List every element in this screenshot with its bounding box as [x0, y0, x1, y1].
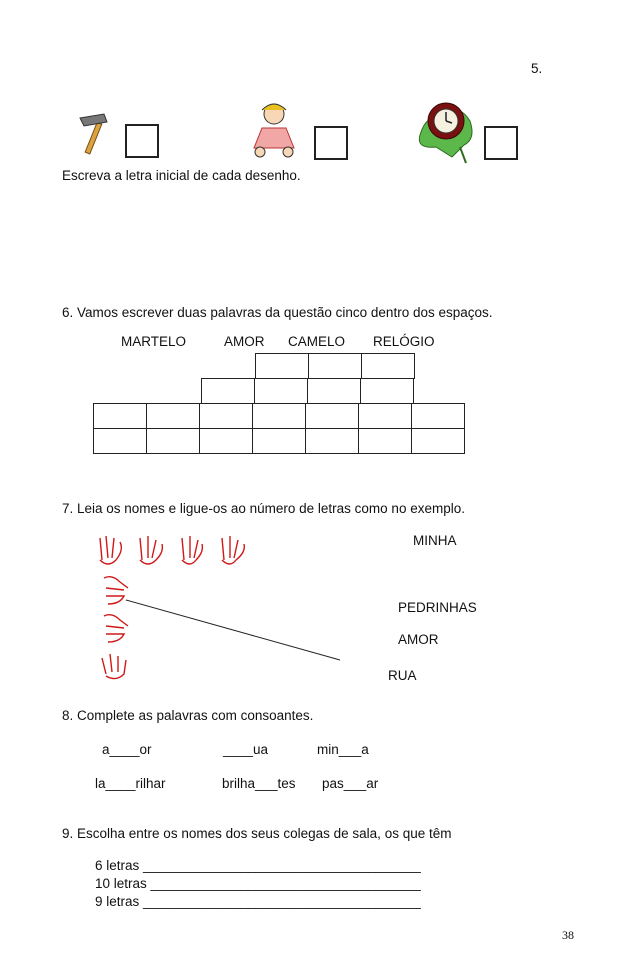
- hand-icon-five: [100, 536, 244, 564]
- grid-cell[interactable]: [361, 353, 415, 379]
- q6-prompt: 6. Vamos escrever duas palavras da questão cinco dentro dos espaços.: [62, 305, 493, 320]
- q5-instruction: Escreva a letra inicial de cada desenho.: [62, 168, 301, 183]
- word-blank[interactable]: la____rilhar: [95, 776, 166, 791]
- grid-cell[interactable]: [358, 428, 412, 454]
- word-blank[interactable]: brilha___tes: [222, 776, 296, 791]
- word-blank[interactable]: a____or: [102, 742, 152, 757]
- answer-box-2[interactable]: [314, 126, 348, 160]
- name-pedrinhas: PEDRINHAS: [398, 600, 477, 615]
- word-blank[interactable]: min___a: [317, 742, 369, 757]
- grid-cell[interactable]: [305, 403, 359, 429]
- grid-cell[interactable]: [358, 403, 412, 429]
- name-minha: MINHA: [413, 533, 457, 548]
- grid-row-2: [201, 378, 413, 404]
- word-blank[interactable]: pas___ar: [322, 776, 379, 791]
- q8-prompt: 8. Complete as palavras com consoantes.: [62, 708, 314, 723]
- word-camelo: CAMELO: [288, 334, 346, 349]
- grid-cell[interactable]: [254, 378, 308, 404]
- answer-box-1[interactable]: [125, 124, 159, 158]
- grid-cell[interactable]: [308, 353, 362, 379]
- grid-cell[interactable]: [252, 428, 306, 454]
- grid-cell[interactable]: [255, 353, 309, 379]
- word-relogio: RELÓGIO: [373, 334, 435, 349]
- grid-cell[interactable]: [252, 403, 306, 429]
- grid-cell[interactable]: [146, 428, 200, 454]
- name-rua: RUA: [388, 668, 417, 683]
- grid-cell[interactable]: [93, 403, 147, 429]
- grid-cell[interactable]: [146, 403, 200, 429]
- grid-cell[interactable]: [411, 428, 465, 454]
- grid-cell[interactable]: [360, 378, 414, 404]
- q7-prompt: 7. Leia os nomes e ligue-os ao número de letras como no exemplo.: [62, 501, 465, 516]
- question-number-5: 5.: [531, 61, 543, 76]
- answer-line-10[interactable]: 10 letras ____________________________________: [95, 876, 421, 891]
- grid-cell[interactable]: [93, 428, 147, 454]
- doll-icon: [248, 100, 304, 160]
- q9-prompt: 9. Escolha entre os nomes dos seus colegas de sala, os que têm: [62, 826, 452, 841]
- answer-line-9[interactable]: 9 letras _____________________________________: [95, 894, 421, 909]
- grid-cell[interactable]: [305, 428, 359, 454]
- grid-cell[interactable]: [199, 403, 253, 429]
- grid-cell[interactable]: [307, 378, 361, 404]
- name-amor: AMOR: [398, 632, 439, 647]
- grid-cell[interactable]: [411, 403, 465, 429]
- example-link-line: [126, 600, 340, 660]
- hand-icon-side: [102, 577, 128, 679]
- grid-cell[interactable]: [201, 378, 255, 404]
- clock-icon: [416, 95, 478, 165]
- grid-cell[interactable]: [199, 428, 253, 454]
- answer-box-3[interactable]: [484, 126, 518, 160]
- page-number: 38: [562, 928, 574, 942]
- word-amor: AMOR: [224, 334, 265, 349]
- grid-row-4: [93, 428, 464, 454]
- grid-row-1: [255, 353, 414, 379]
- answer-line-6[interactable]: 6 letras _____________________________________: [95, 858, 421, 873]
- hammer-icon: [74, 112, 114, 156]
- word-martelo: MARTELO: [121, 334, 187, 349]
- word-blank[interactable]: ____ua: [223, 742, 269, 757]
- grid-row-3: [93, 403, 464, 429]
